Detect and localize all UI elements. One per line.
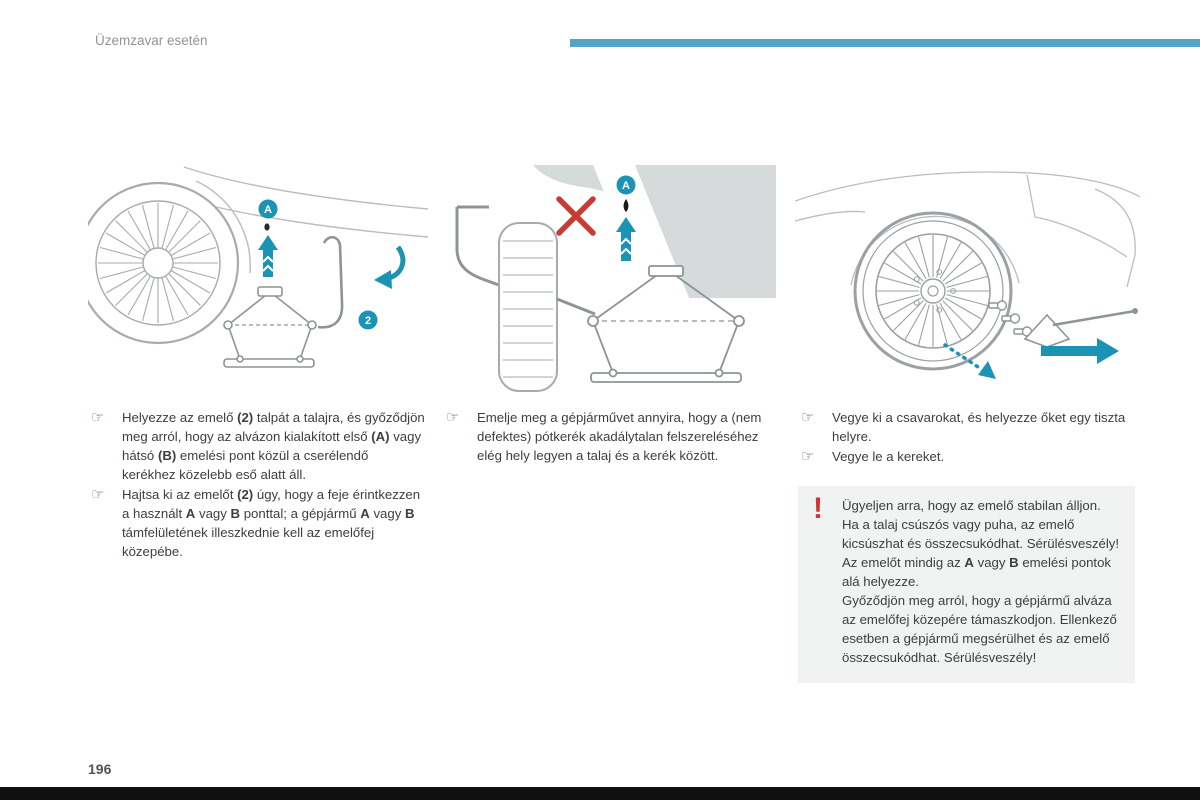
tire-illustration bbox=[499, 223, 557, 391]
lift-arrow-icon bbox=[258, 235, 278, 277]
figure-lifting-vehicle bbox=[443, 163, 778, 398]
crank-rod-segment bbox=[557, 299, 595, 314]
hand-bullet-icon: ☞ bbox=[801, 448, 815, 465]
column-3-instructions bbox=[798, 408, 1135, 467]
page-number: 196 bbox=[88, 761, 112, 777]
warning-text bbox=[842, 496, 1123, 667]
bullet-text: Vegye le a kereket. bbox=[832, 449, 945, 464]
wheel-removal-illustration bbox=[795, 163, 1140, 393]
bullet-text: Emelje meg a gépjárművet annyira, hogy a (nem defektes) pótkerék akadálytalan felszereléséhez elég hely legyen a talaj és a kerék között. bbox=[477, 410, 762, 463]
red-cross-icon bbox=[559, 199, 593, 233]
list-item bbox=[443, 408, 780, 466]
bullet-text: Hajtsa ki az emelőt (2) úgy, hogy a feje érintkezzen a használt A vagy B ponttal; a gépjármű A vagy B támfelületének illeszkednie kell az emelőfej közepébe. bbox=[122, 487, 421, 559]
hand-bullet-icon: ☞ bbox=[91, 486, 105, 503]
wheel-illustration bbox=[88, 183, 238, 343]
hand-bullet-icon: ☞ bbox=[446, 409, 460, 426]
rotate-arrow-icon bbox=[374, 247, 403, 289]
hand-bullet-icon: ☞ bbox=[91, 409, 105, 426]
point-a-badge bbox=[617, 176, 636, 195]
svg-text:A: A bbox=[622, 180, 630, 192]
jack-placement-illustration bbox=[88, 163, 428, 393]
bullet-text: Vegye ki a csavarokat, és helyezze őket egy tiszta helyre. bbox=[832, 410, 1126, 444]
figure-wheel-removal bbox=[795, 163, 1140, 398]
list-item bbox=[88, 408, 425, 485]
warning-box bbox=[798, 486, 1135, 683]
scissor-jack-illustration bbox=[224, 287, 316, 367]
point-a-badge bbox=[259, 200, 278, 219]
lifting-illustration bbox=[443, 163, 778, 393]
footer-bar bbox=[0, 787, 1200, 800]
svg-text:2: 2 bbox=[364, 315, 372, 327]
list-item bbox=[798, 408, 1135, 447]
svg-text:A: A bbox=[264, 204, 272, 216]
warning-exclamation-icon: ! bbox=[813, 492, 823, 525]
warning-paragraph: Ügyeljen arra, hogy az emelő stabilan álljon. bbox=[842, 498, 1101, 513]
alloy-wheel-illustration bbox=[855, 213, 1011, 369]
warning-paragraph: Győződjön meg arról, hogy a gépjármű alváza az emelőfej közepére támaszkodjon. Ellenkező esetben a gépjármű megsérülhet és az emelő összecsukódhat. Sérülésveszély! bbox=[842, 593, 1117, 665]
column-2-instructions bbox=[443, 408, 780, 466]
car-body-lines bbox=[184, 167, 428, 273]
hand-bullet-icon: ☞ bbox=[801, 409, 815, 426]
page-header-title: Üzemzavar esetén bbox=[95, 33, 208, 48]
list-item bbox=[798, 447, 1135, 467]
column-1-instructions bbox=[88, 408, 425, 562]
warning-paragraph: Ha a talaj csúszós vagy puha, az emelő kicsúszhat és összecsukódhat. Sérülésveszély! bbox=[842, 517, 1120, 551]
figure-jack-placement bbox=[88, 163, 428, 398]
warning-paragraph: Az emelőt mindig az A vagy B emelési pontok alá helyezze. bbox=[842, 555, 1112, 589]
list-item bbox=[88, 485, 425, 562]
lift-point-dot bbox=[264, 223, 269, 230]
jack-number-badge bbox=[359, 311, 378, 330]
crank-handle-illustration bbox=[318, 237, 342, 327]
wheel-wrench-illustration bbox=[1025, 308, 1138, 347]
top-accent-bar bbox=[570, 39, 1200, 47]
bullet-text: Helyezze az emelő (2) talpát a talajra, és győződjön meg arról, hogy az alvázon kialakított első (A) vagy hátsó (B) emelési pont közül a cserélendő kerékhez közelebb eső alatt áll. bbox=[122, 410, 425, 482]
